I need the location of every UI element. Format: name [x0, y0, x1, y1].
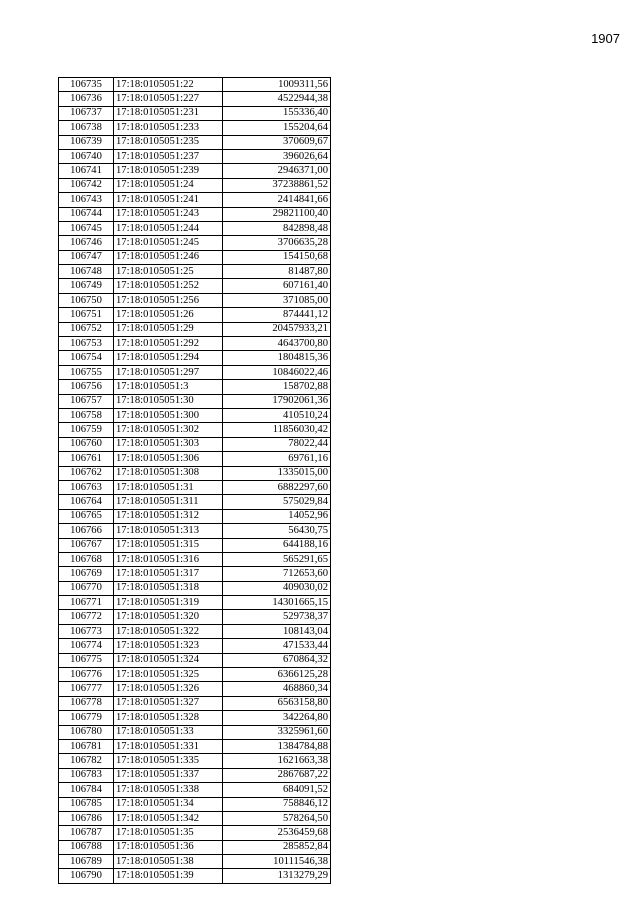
table-row	[59, 149, 331, 163]
table-row	[59, 596, 331, 610]
table-row	[59, 466, 331, 480]
value: 342264,80	[223, 711, 331, 725]
value: 2867687,22	[223, 768, 331, 782]
row-number: 106775	[59, 653, 114, 667]
cadastral-number: 17:18:0105051:300	[114, 408, 223, 422]
row-number: 106777	[59, 682, 114, 696]
cadastral-number: 17:18:0105051:335	[114, 754, 223, 768]
row-number: 106772	[59, 610, 114, 624]
value: 285852,84	[223, 840, 331, 854]
cadastral-number: 17:18:0105051:328	[114, 711, 223, 725]
registry-table-body	[59, 78, 331, 884]
value: 108143,04	[223, 624, 331, 638]
table-row	[59, 207, 331, 221]
value: 1621663,38	[223, 754, 331, 768]
table-row	[59, 624, 331, 638]
table-row	[59, 78, 331, 92]
cadastral-number: 17:18:0105051:323	[114, 639, 223, 653]
table-row	[59, 552, 331, 566]
value: 1009311,56	[223, 78, 331, 92]
row-number: 106782	[59, 754, 114, 768]
cadastral-number: 17:18:0105051:326	[114, 682, 223, 696]
row-number: 106737	[59, 106, 114, 120]
table-row	[59, 855, 331, 869]
value: 3706635,28	[223, 236, 331, 250]
row-number: 106785	[59, 797, 114, 811]
table-row	[59, 394, 331, 408]
table-row	[59, 250, 331, 264]
row-number: 106741	[59, 164, 114, 178]
cadastral-number: 17:18:0105051:303	[114, 437, 223, 451]
table-row	[59, 322, 331, 336]
cadastral-number: 17:18:0105051:302	[114, 423, 223, 437]
value: 529738,37	[223, 610, 331, 624]
cadastral-number: 17:18:0105051:327	[114, 696, 223, 710]
row-number: 106738	[59, 121, 114, 135]
row-number: 106779	[59, 711, 114, 725]
value: 4522944,38	[223, 92, 331, 106]
value: 409030,02	[223, 581, 331, 595]
row-number: 106753	[59, 337, 114, 351]
cadastral-number: 17:18:0105051:322	[114, 624, 223, 638]
table-row	[59, 826, 331, 840]
row-number: 106739	[59, 135, 114, 149]
cadastral-number: 17:18:0105051:319	[114, 596, 223, 610]
row-number: 106745	[59, 221, 114, 235]
value: 37238861,52	[223, 178, 331, 192]
cadastral-number: 17:18:0105051:246	[114, 250, 223, 264]
table-row	[59, 365, 331, 379]
row-number: 106742	[59, 178, 114, 192]
row-number: 106740	[59, 149, 114, 163]
value: 155204,64	[223, 121, 331, 135]
cadastral-number: 17:18:0105051:331	[114, 739, 223, 753]
value: 158702,88	[223, 380, 331, 394]
row-number: 106735	[59, 78, 114, 92]
row-number: 106759	[59, 423, 114, 437]
cadastral-number: 17:18:0105051:317	[114, 567, 223, 581]
row-number: 106787	[59, 826, 114, 840]
table-row	[59, 682, 331, 696]
cadastral-number: 17:18:0105051:29	[114, 322, 223, 336]
table-row	[59, 265, 331, 279]
row-number: 106756	[59, 380, 114, 394]
row-number: 106773	[59, 624, 114, 638]
value: 3325961,60	[223, 725, 331, 739]
table-row	[59, 164, 331, 178]
row-number: 106743	[59, 193, 114, 207]
cadastral-number: 17:18:0105051:325	[114, 668, 223, 682]
table-row	[59, 337, 331, 351]
value: 842898,48	[223, 221, 331, 235]
table-row	[59, 480, 331, 494]
row-number: 106750	[59, 293, 114, 307]
row-number: 106767	[59, 538, 114, 552]
row-number: 106776	[59, 668, 114, 682]
table-row	[59, 279, 331, 293]
cadastral-number: 17:18:0105051:30	[114, 394, 223, 408]
value: 154150,68	[223, 250, 331, 264]
value: 575029,84	[223, 495, 331, 509]
cadastral-number: 17:18:0105051:33	[114, 725, 223, 739]
value: 11856030,42	[223, 423, 331, 437]
row-number: 106766	[59, 524, 114, 538]
row-number: 106780	[59, 725, 114, 739]
table-row	[59, 797, 331, 811]
table-row	[59, 423, 331, 437]
table-row	[59, 783, 331, 797]
table-row	[59, 581, 331, 595]
cadastral-number: 17:18:0105051:324	[114, 653, 223, 667]
row-number: 106790	[59, 869, 114, 883]
table-row	[59, 869, 331, 883]
table-row	[59, 308, 331, 322]
value: 69761,16	[223, 452, 331, 466]
row-number: 106781	[59, 739, 114, 753]
table-row	[59, 236, 331, 250]
row-number: 106774	[59, 639, 114, 653]
table-row	[59, 668, 331, 682]
table-row	[59, 408, 331, 422]
value: 1804815,36	[223, 351, 331, 365]
row-number: 106764	[59, 495, 114, 509]
value: 1313279,29	[223, 869, 331, 883]
row-number: 106757	[59, 394, 114, 408]
cadastral-number: 17:18:0105051:31	[114, 480, 223, 494]
value: 14301665,15	[223, 596, 331, 610]
cadastral-number: 17:18:0105051:315	[114, 538, 223, 552]
cadastral-number: 17:18:0105051:239	[114, 164, 223, 178]
value: 1384784,88	[223, 739, 331, 753]
value: 471533,44	[223, 639, 331, 653]
value: 10846022,46	[223, 365, 331, 379]
value: 20457933,21	[223, 322, 331, 336]
value: 29821100,40	[223, 207, 331, 221]
value: 4643700,80	[223, 337, 331, 351]
registry-table	[58, 77, 331, 884]
row-number: 106744	[59, 207, 114, 221]
table-row	[59, 495, 331, 509]
table-row	[59, 639, 331, 653]
row-number: 106788	[59, 840, 114, 854]
value: 371085,00	[223, 293, 331, 307]
cadastral-number: 17:18:0105051:306	[114, 452, 223, 466]
value: 2414841,66	[223, 193, 331, 207]
value: 10111546,38	[223, 855, 331, 869]
cadastral-number: 17:18:0105051:294	[114, 351, 223, 365]
row-number: 106748	[59, 265, 114, 279]
value: 2946371,00	[223, 164, 331, 178]
cadastral-number: 17:18:0105051:34	[114, 797, 223, 811]
value: 6882297,60	[223, 480, 331, 494]
cadastral-number: 17:18:0105051:245	[114, 236, 223, 250]
row-number: 106754	[59, 351, 114, 365]
value: 396026,64	[223, 149, 331, 163]
row-number: 106784	[59, 783, 114, 797]
cadastral-number: 17:18:0105051:36	[114, 840, 223, 854]
row-number: 106761	[59, 452, 114, 466]
value: 644188,16	[223, 538, 331, 552]
table-row	[59, 178, 331, 192]
value: 1335015,00	[223, 466, 331, 480]
cadastral-number: 17:18:0105051:252	[114, 279, 223, 293]
table-row	[59, 380, 331, 394]
value: 712653,60	[223, 567, 331, 581]
cadastral-number: 17:18:0105051:241	[114, 193, 223, 207]
row-number: 106768	[59, 552, 114, 566]
row-number: 106746	[59, 236, 114, 250]
cadastral-number: 17:18:0105051:38	[114, 855, 223, 869]
row-number: 106786	[59, 811, 114, 825]
row-number: 106760	[59, 437, 114, 451]
cadastral-number: 17:18:0105051:227	[114, 92, 223, 106]
cadastral-number: 17:18:0105051:233	[114, 121, 223, 135]
row-number: 106755	[59, 365, 114, 379]
value: 410510,24	[223, 408, 331, 422]
value: 758846,12	[223, 797, 331, 811]
cadastral-number: 17:18:0105051:235	[114, 135, 223, 149]
cadastral-number: 17:18:0105051:308	[114, 466, 223, 480]
table-row	[59, 452, 331, 466]
row-number: 106769	[59, 567, 114, 581]
value: 14052,96	[223, 509, 331, 523]
table-row	[59, 121, 331, 135]
row-number: 106752	[59, 322, 114, 336]
value: 17902061,36	[223, 394, 331, 408]
cadastral-number: 17:18:0105051:342	[114, 811, 223, 825]
cadastral-number: 17:18:0105051:338	[114, 783, 223, 797]
row-number: 106747	[59, 250, 114, 264]
row-number: 106771	[59, 596, 114, 610]
value: 370609,67	[223, 135, 331, 149]
table-row	[59, 92, 331, 106]
value: 6563158,80	[223, 696, 331, 710]
value: 468860,34	[223, 682, 331, 696]
row-number: 106763	[59, 480, 114, 494]
cadastral-number: 17:18:0105051:256	[114, 293, 223, 307]
row-number: 106762	[59, 466, 114, 480]
cadastral-number: 17:18:0105051:22	[114, 78, 223, 92]
row-number: 106758	[59, 408, 114, 422]
table-row	[59, 509, 331, 523]
cadastral-number: 17:18:0105051:320	[114, 610, 223, 624]
table-row	[59, 538, 331, 552]
table-row	[59, 221, 331, 235]
cadastral-number: 17:18:0105051:297	[114, 365, 223, 379]
value: 578264,50	[223, 811, 331, 825]
cadastral-number: 17:18:0105051:292	[114, 337, 223, 351]
table-row	[59, 193, 331, 207]
cadastral-number: 17:18:0105051:243	[114, 207, 223, 221]
value: 155336,40	[223, 106, 331, 120]
table-row	[59, 524, 331, 538]
cadastral-number: 17:18:0105051:312	[114, 509, 223, 523]
value: 81487,80	[223, 265, 331, 279]
cadastral-number: 17:18:0105051:35	[114, 826, 223, 840]
cadastral-number: 17:18:0105051:318	[114, 581, 223, 595]
cadastral-number: 17:18:0105051:244	[114, 221, 223, 235]
table-row	[59, 106, 331, 120]
table-row	[59, 135, 331, 149]
table-row	[59, 711, 331, 725]
cadastral-number: 17:18:0105051:237	[114, 149, 223, 163]
value: 78022,44	[223, 437, 331, 451]
row-number: 106749	[59, 279, 114, 293]
value: 6366125,28	[223, 668, 331, 682]
table-row	[59, 653, 331, 667]
table-row	[59, 811, 331, 825]
value: 56430,75	[223, 524, 331, 538]
table-row	[59, 293, 331, 307]
cadastral-number: 17:18:0105051:313	[114, 524, 223, 538]
table-row	[59, 567, 331, 581]
cadastral-number: 17:18:0105051:24	[114, 178, 223, 192]
table-row	[59, 696, 331, 710]
table-row	[59, 437, 331, 451]
row-number: 106736	[59, 92, 114, 106]
cadastral-number: 17:18:0105051:311	[114, 495, 223, 509]
row-number: 106770	[59, 581, 114, 595]
value: 2536459,68	[223, 826, 331, 840]
row-number: 106751	[59, 308, 114, 322]
table-row	[59, 739, 331, 753]
cadastral-number: 17:18:0105051:316	[114, 552, 223, 566]
page-number: 1907	[591, 31, 620, 46]
table-row	[59, 351, 331, 365]
table-row	[59, 725, 331, 739]
table-row	[59, 768, 331, 782]
cadastral-number: 17:18:0105051:231	[114, 106, 223, 120]
row-number: 106765	[59, 509, 114, 523]
value: 565291,65	[223, 552, 331, 566]
cadastral-number: 17:18:0105051:3	[114, 380, 223, 394]
row-number: 106789	[59, 855, 114, 869]
value: 684091,52	[223, 783, 331, 797]
value: 874441,12	[223, 308, 331, 322]
value: 607161,40	[223, 279, 331, 293]
row-number: 106783	[59, 768, 114, 782]
value: 670864,32	[223, 653, 331, 667]
table-row	[59, 610, 331, 624]
cadastral-number: 17:18:0105051:26	[114, 308, 223, 322]
table-row	[59, 840, 331, 854]
table-row	[59, 754, 331, 768]
cadastral-number: 17:18:0105051:337	[114, 768, 223, 782]
row-number: 106778	[59, 696, 114, 710]
cadastral-number: 17:18:0105051:39	[114, 869, 223, 883]
cadastral-number: 17:18:0105051:25	[114, 265, 223, 279]
